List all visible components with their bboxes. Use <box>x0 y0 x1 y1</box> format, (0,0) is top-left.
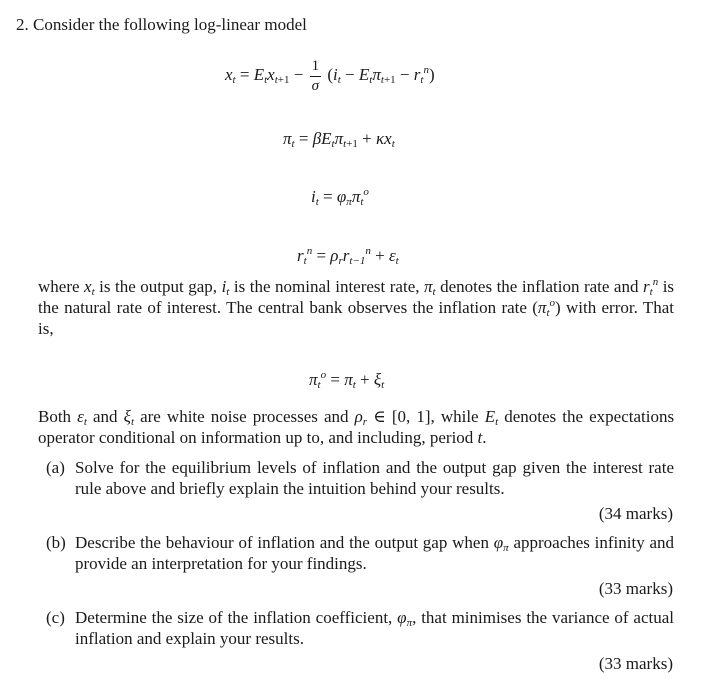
part-b-marks: (33 marks) <box>598 579 673 598</box>
part-c <box>46 607 674 649</box>
equation-natural-rate: $r_t^n = \rho_rr_{t-1}^n + \varepsilon_t$ <box>297 245 399 267</box>
part-a <box>46 457 674 499</box>
part-b <box>46 532 674 574</box>
question-number: 2. <box>16 15 29 34</box>
fraction-one-over-sigma: $\frac{1}{\sigma}$ <box>311 58 320 94</box>
part-a-label: (a) <box>46 458 65 477</box>
paragraph-definitions: where $x_t$ is the output gap, $i_t$ is the nominal interest rate, $\pi_t$ denotes the inflation rate and $r_t^n$ is the natural rate of interest. The central bank observes the inflation rate $(\pi_t^o)$ with error. That is, <box>38 276 675 339</box>
equation-output-gap: $x_t = E_tx_{t+1}$ − $\frac{1}{\sigma}$ $(i_t - E_t\pi_{t+1} - r_t^n)$ <box>225 58 435 94</box>
part-a-marks: (34 marks) <box>598 504 673 523</box>
part-b-text: Describe the behaviour of inflation and the output gap when $\varphi_\pi$ approaches infinity and provide an interpretation for your findings. <box>75 533 675 574</box>
part-a-text: Solve for the equilibrium levels of inflation and the output gap given the interest rate rule above and briefly explain the intuition behind your results. <box>75 458 674 499</box>
part-c-marks: (33 marks) <box>598 654 673 673</box>
equation-interest-rule: $i_t = \varphi_\pi\pi_t^o$ <box>311 186 369 208</box>
equation-phillips-curve: $\pi_t = \beta E_t\pi_{t+1} + \kappa x_t$ <box>283 129 395 150</box>
question-intro: Consider the following log-linear model <box>33 15 307 34</box>
equation-observed-inflation: $\pi_t^o = \pi_t + \xi_t$ <box>309 369 385 391</box>
paragraph-assumptions: Both $\varepsilon_t$ and $\xi_t$ are white noise processes and $\rho_r$ ∈ [0, 1], while $E_t$ denotes the expectations operator conditional on information up to, and including, period t. <box>38 407 675 448</box>
part-b-label: (b) <box>46 533 66 552</box>
part-c-text: Determine the size of the inflation coefficient, $\varphi_\pi$, that minimises the variance of actual inflation and explain your results. <box>75 608 675 649</box>
question-header <box>16 14 307 35</box>
part-c-label: (c) <box>46 608 65 627</box>
